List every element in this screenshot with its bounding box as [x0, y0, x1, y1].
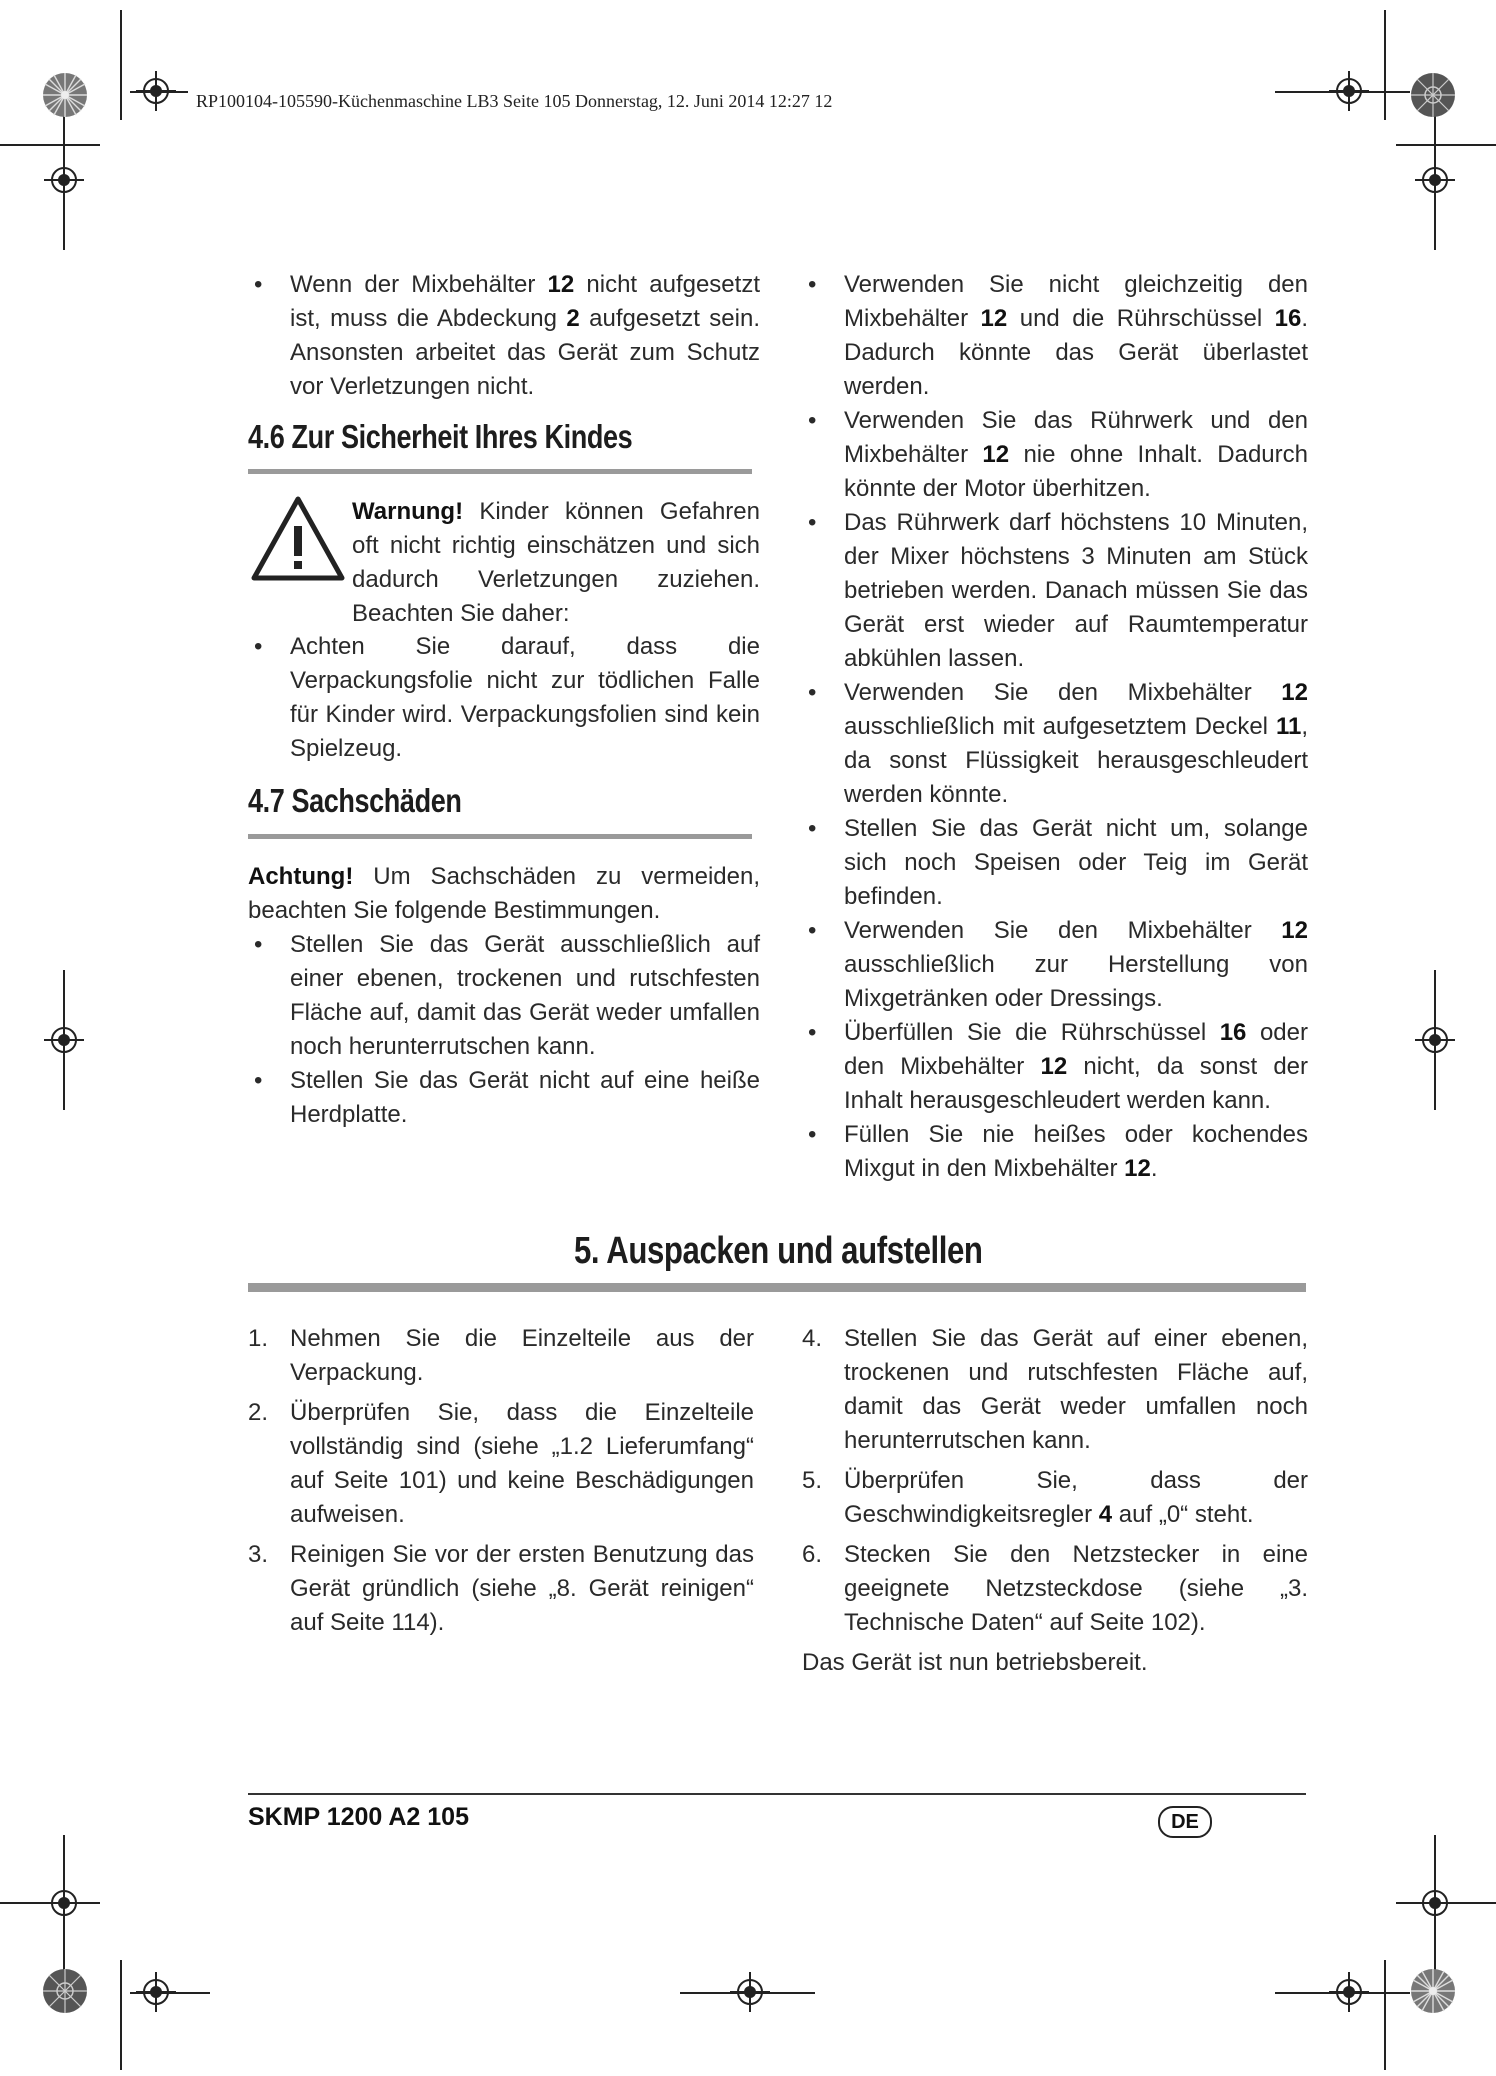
list-item: 4. Stellen Sie das Gerät auf einer ebenen, trockenen und rutschfesten Fläche auf, damit das Gerät weder umfallen noch herunterrutschen kann.: [802, 1325, 1308, 1454]
right-column: [802, 268, 1308, 1186]
section-heading-4-6: 4.6 Zur Sicherheit Ihres Kindes: [248, 418, 633, 455]
steps-left: [248, 1322, 754, 1646]
list-item: • Das Rührwerk darf höchstens 10 Minuten, der Mixer höchstens 3 Minuten am Stück betrieben werden. Danach müssen Sie das Gerät erst wieder auf Raumtemperatur abkühlen lassen.: [802, 506, 1308, 676]
registration-mark-icon: [136, 71, 176, 111]
footer-model-page: SKMP 1200 A2 105: [248, 1803, 469, 1831]
warning-block: Warnung! Kinder können Gefahren oft nicht richtig einschätzen und sich dadurch Verletzungen zuziehen. Beachten Sie daher:: [352, 498, 760, 627]
section-heading-4-7: 4.7 Sachschäden: [248, 782, 462, 819]
footer-rule: [248, 1793, 1306, 1795]
list-item: • Stellen Sie das Gerät nicht auf eine heiße Herdplatte.: [248, 1064, 760, 1132]
list-item: 6. Stecken Sie den Netzstecker in eine geeignete Netzsteckdose (siehe „3. Technische Daten“ auf Seite 102).: [802, 1541, 1308, 1636]
registration-mark-icon: [44, 160, 84, 200]
section-heading-5: 5. Auspacken und aufstellen: [574, 1230, 983, 1272]
left-column-foil: [248, 630, 760, 766]
list-item: 2. Überprüfen Sie, dass die Einzelteile vollständig sind (siehe „1.2 Lieferumfang“ auf Seite 101) und keine Beschädigungen aufweisen.: [248, 1399, 754, 1528]
color-calibration-rosette-icon: [1410, 1968, 1456, 2014]
list-item: • Stellen Sie das Gerät ausschließlich auf einer ebenen, trockenen und rutschfesten Fläche auf, damit das Gerät weder umfallen noch herunterrutschen kann.: [248, 928, 760, 1064]
section-rule: [248, 469, 752, 474]
print-slug: RP100104-105590-Küchenmaschine LB3 Seite 105 Donnerstag, 12. Juni 2014 12:27 12: [196, 91, 833, 111]
registration-mark-icon: [1329, 1972, 1369, 2012]
list-item: • Überfüllen Sie die Rührschüssel 16 oder den Mixbehälter 12 nicht, da sonst der Inhalt herausgeschleudert werden kann.: [802, 1016, 1308, 1118]
list-item: • Verwenden Sie nicht gleichzeitig den Mixbehälter 12 und die Rührschüssel 16. Dadurch könnte das Gerät überlastet werden.: [802, 268, 1308, 404]
warning-label: Warnung!: [352, 498, 464, 525]
list-item: • Füllen Sie nie heißes oder kochendes Mixgut in den Mixbehälter 12.: [802, 1118, 1308, 1186]
list-item: • Wenn der Mixbehälter 12 nicht aufgesetzt ist, muss die Abdeckung 2 aufgesetzt sein. Ansonsten arbeitet das Gerät zum Schutz vor Verletzungen nicht.: [248, 268, 760, 404]
ready-note: Das Gerät ist nun betriebsbereit.: [802, 1649, 1148, 1676]
steps-right: [802, 1322, 1308, 1680]
warning-triangle-icon: [250, 494, 346, 584]
registration-mark-icon: [1415, 1020, 1455, 1060]
list-item: 3. Reinigen Sie vor der ersten Benutzung das Gerät gründlich (siehe „8. Gerät reinigen“ auf Seite 114).: [248, 1541, 754, 1636]
color-calibration-rosette-icon: [1410, 72, 1456, 118]
attention-label: Achtung!: [248, 863, 354, 890]
list-item: • Stellen Sie das Gerät nicht um, solange sich noch Speisen oder Teig im Gerät befinden.: [802, 812, 1308, 914]
registration-mark-icon: [730, 1972, 770, 2012]
registration-mark-icon: [44, 1020, 84, 1060]
list-item: • Verwenden Sie den Mixbehälter 12 ausschließlich zur Herstellung von Mixgetränken oder Dressings.: [802, 914, 1308, 1016]
attention-paragraph: Achtung! Um Sachschäden zu vermeiden, beachten Sie folgende Bestimmungen.: [248, 863, 760, 924]
left-column-damage: [248, 860, 760, 1132]
list-item: 5. Überprüfen Sie, dass der Geschwindigkeitsregler 4 auf „0“ steht.: [802, 1467, 1308, 1528]
section-rule: [248, 1283, 1306, 1292]
language-label: DE: [1171, 1811, 1199, 1833]
list-item: 1. Nehmen Sie die Einzelteile aus der Verpackung.: [248, 1325, 754, 1386]
color-calibration-rosette-icon: [42, 72, 88, 118]
section-rule: [248, 834, 752, 839]
language-badge: [1158, 1806, 1212, 1838]
registration-mark-icon: [136, 1972, 176, 2012]
list-item: • Achten Sie darauf, dass die Verpackungsfolie nicht zur tödlichen Falle für Kinder wird. Verpackungsfolien sind kein Spielzeug.: [248, 630, 760, 766]
list-item: • Verwenden Sie den Mixbehälter 12 ausschließlich mit aufgesetztem Deckel 11, da sonst Flüssigkeit herausgeschleudert werden könnte.: [802, 676, 1308, 812]
registration-mark-icon: [1415, 160, 1455, 200]
left-column: [248, 268, 760, 404]
registration-mark-icon: [1329, 71, 1369, 111]
list-item: • Verwenden Sie das Rührwerk und den Mixbehälter 12 nie ohne Inhalt. Dadurch könnte der Motor überhitzen.: [802, 404, 1308, 506]
color-calibration-rosette-icon: [42, 1968, 88, 2014]
registration-mark-icon: [44, 1883, 84, 1923]
registration-mark-icon: [1415, 1883, 1455, 1923]
